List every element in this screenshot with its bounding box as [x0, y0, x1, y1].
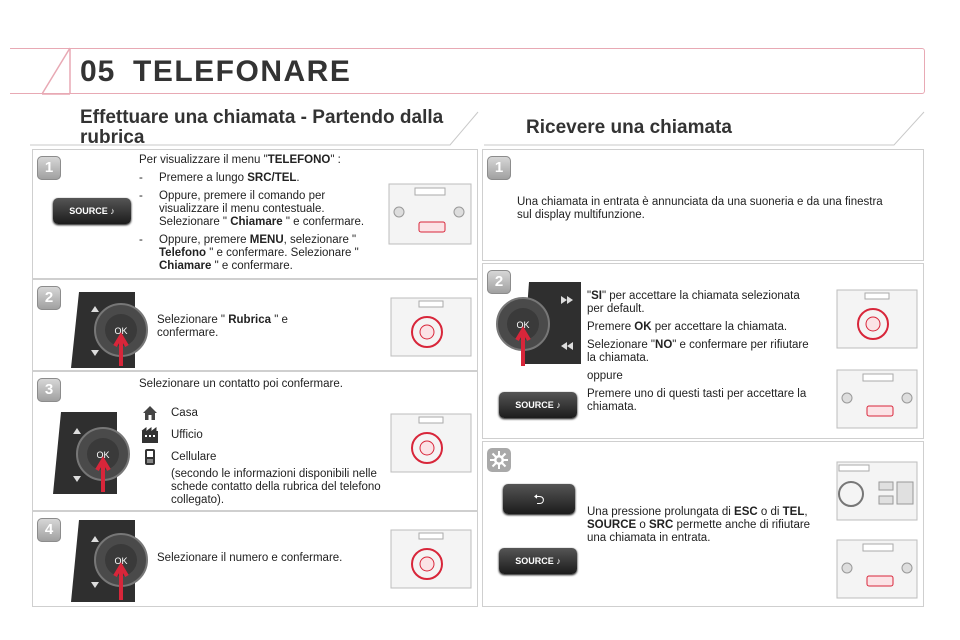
source-label: SOURCE	[515, 556, 554, 566]
right-step-1-panel	[482, 149, 924, 261]
mobile-phone-icon	[141, 448, 159, 466]
t: OK	[634, 321, 652, 333]
t: " per accettare la chiamata selezionata per default.	[587, 290, 800, 315]
contact-row-office[interactable]	[141, 426, 381, 444]
t: " e confermare.	[157, 314, 288, 339]
right-step-3-text	[587, 506, 817, 545]
t: Premere uno di questi tasti per accettare la chiamata.	[587, 388, 807, 413]
left-step-3-text: Selezionare un contatto poi confermare.	[139, 378, 343, 390]
step-badge: 1	[487, 156, 511, 180]
console-dial-icon	[389, 528, 473, 590]
left-step-1-text	[139, 154, 369, 278]
console-radio-icon	[835, 538, 919, 600]
t: o	[636, 519, 649, 531]
ok-label: OK	[114, 556, 128, 566]
contact-label: Cellulare	[171, 450, 217, 463]
t: SRC	[649, 519, 674, 531]
contact-note: (secondo le informazioni disponibili nelle schede contatto della rubrica del telefono collegato).	[171, 468, 381, 506]
t: " e confermare. Selezionare "	[206, 247, 359, 259]
t: " e confermare per rifiutare la chiamata.	[587, 339, 809, 364]
t: per accettare la chiamata.	[651, 321, 788, 333]
left-step-2-text	[157, 314, 317, 340]
source-button[interactable]: SOURCE ♪	[53, 198, 131, 224]
t: SI	[591, 290, 602, 302]
dash: -	[139, 190, 143, 202]
t: SRC/TEL	[247, 172, 297, 184]
t: MENU	[249, 234, 284, 246]
t: Telefono	[159, 247, 207, 259]
console-control-panel-icon	[835, 460, 919, 522]
source-button[interactable]: SOURCE ♪	[499, 392, 577, 418]
t: Selezionare "	[157, 314, 229, 326]
office-building-icon	[141, 426, 159, 444]
dash: -	[139, 172, 143, 184]
home-icon	[141, 404, 159, 422]
contact-label: Ufficio	[171, 428, 203, 441]
step-badge: 4	[37, 518, 61, 542]
console-radio-icon	[387, 182, 473, 246]
t: Oppure, premere	[159, 234, 250, 246]
left-step-4-panel	[32, 511, 478, 607]
left-title-line-1: Effettuare una chiamata - Partendo dalla	[80, 107, 444, 128]
t: SOURCE	[587, 519, 637, 531]
steering-ok-control-icon[interactable]	[65, 516, 159, 606]
console-radio-icon	[835, 368, 919, 430]
console-dial-icon	[389, 296, 473, 358]
contact-label: Casa	[171, 406, 198, 419]
t: Premere a lungo	[159, 172, 248, 184]
t: ESC	[734, 506, 758, 518]
left-title-line-2: rubrica	[80, 127, 145, 148]
esc-button[interactable]: ⮌	[503, 484, 575, 514]
left-step-1-panel	[32, 149, 478, 279]
t: o di	[757, 506, 783, 518]
left-step-2-panel	[32, 279, 478, 371]
step-badge: 1	[37, 156, 61, 180]
steering-ok-next-control-icon[interactable]	[489, 278, 583, 370]
t: Chiamare	[159, 260, 212, 272]
t: Premere	[587, 321, 635, 333]
step-badge: 2	[37, 286, 61, 310]
right-step-2-text	[587, 290, 817, 419]
t: .	[296, 172, 300, 184]
contact-row-mobile[interactable]	[141, 448, 381, 466]
t: oppure	[587, 370, 623, 382]
t: Una pressione prolungata di	[587, 506, 735, 518]
dash: -	[139, 234, 143, 246]
t: " :	[330, 154, 341, 166]
t: TELEFONO	[267, 154, 331, 166]
t: Rubrica	[228, 314, 272, 326]
t: Selezionare "	[587, 339, 656, 351]
ok-label: OK	[516, 320, 530, 330]
t: ,	[804, 506, 808, 518]
t: NO	[655, 339, 673, 351]
t: permette anche di rifiutare una chiamata in entrata.	[587, 519, 811, 544]
left-section-title	[80, 108, 460, 148]
t: Oppure, premere il comando per visualizzare il menu contestuale. Selezionare "	[159, 190, 326, 228]
contact-list	[141, 404, 381, 507]
t: " e confermare.	[282, 216, 365, 228]
left-step-4-text: Selezionare il numero e confermare.	[157, 552, 343, 564]
step-badge: 3	[37, 378, 61, 402]
source-button[interactable]: SOURCE ♪	[499, 548, 577, 574]
t: , selezionare "	[283, 234, 357, 246]
ok-label: OK	[114, 326, 128, 336]
t: "	[587, 290, 592, 302]
left-step-3-panel	[32, 371, 478, 511]
t: TEL	[782, 506, 805, 518]
right-step-3-panel	[482, 441, 924, 607]
source-label: SOURCE	[69, 206, 108, 216]
t: Per visualizzare il menu "	[139, 154, 268, 166]
chapter-header	[0, 38, 930, 96]
console-dial-icon	[835, 288, 919, 350]
contact-row-home[interactable]	[141, 404, 381, 422]
t: Chiamare	[230, 216, 283, 228]
step-badge: 2	[487, 270, 511, 294]
source-label: SOURCE	[515, 400, 554, 410]
console-dial-icon	[389, 412, 473, 474]
chapter-number: 05	[80, 55, 116, 88]
settings-gear-icon	[487, 448, 511, 472]
steering-ok-control-icon[interactable]	[47, 408, 141, 498]
right-step-1-text: Una chiamata in entrata è annunciata da una suoneria e da una finestra sul display multifunzione.	[517, 196, 883, 221]
t: " e confermare.	[211, 260, 293, 272]
steering-ok-control-icon[interactable]	[65, 288, 159, 372]
right-step-2-panel	[482, 263, 924, 439]
right-section-title: Ricevere una chiamata	[526, 117, 732, 138]
ok-label: OK	[96, 450, 110, 460]
chapter-title: TELEFONARE	[133, 55, 352, 88]
